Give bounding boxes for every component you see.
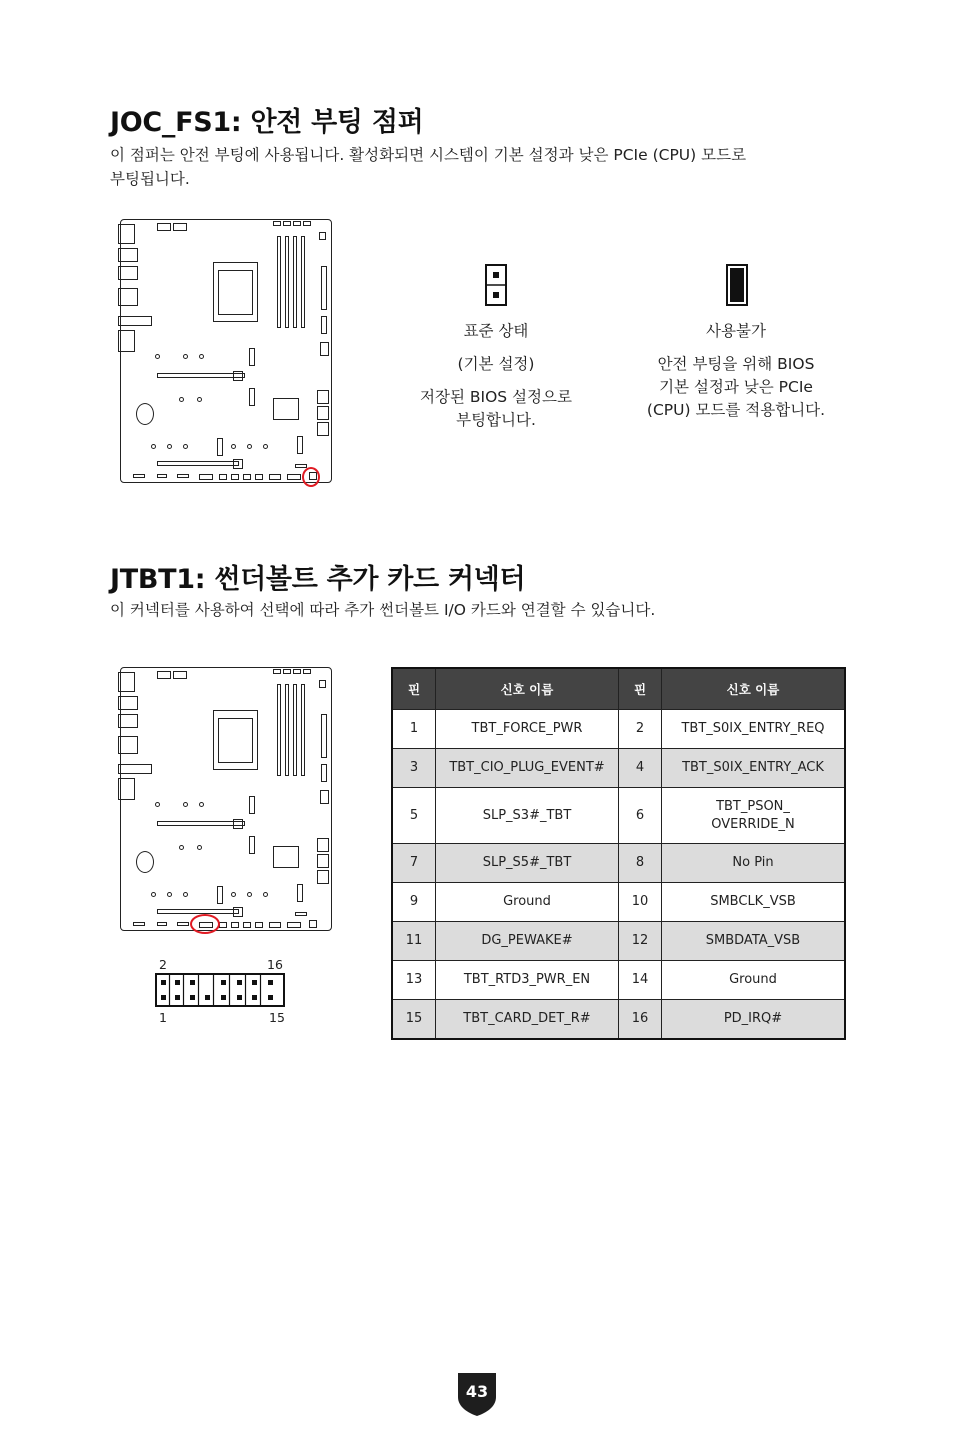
pin-number-cell: 13	[392, 961, 436, 1000]
table-body	[392, 710, 845, 1040]
section2-description: 이 커넥터를 사용하여 선택에 따라 추가 썬더볼트 I/O 카드와 연결할 수 있습니다.	[110, 601, 656, 619]
signal-name-cell: TBT_S0IX_ENTRY_ACK	[662, 749, 846, 788]
table-row	[392, 883, 845, 922]
table-row	[392, 1000, 845, 1040]
header-pin-2: 핀	[619, 668, 662, 710]
header-signal-2: 신호 이름	[662, 668, 846, 710]
pin-number-cell: 1	[392, 710, 436, 749]
jumper-normal-label: 표준 상태	[463, 322, 529, 340]
jtbt1-location-marker	[190, 914, 220, 934]
jumper-enabled-caption	[626, 320, 846, 422]
signal-name-cell: Ground	[662, 961, 846, 1000]
section1-title: JOC_FS1: 안전 부팅 점퍼	[110, 107, 424, 138]
pin-number-cell: 3	[392, 749, 436, 788]
table-header-row	[392, 668, 845, 710]
jumper-enabled-desc1: 안전 부팅을 위해 BIOS	[657, 355, 815, 373]
table-row	[392, 922, 845, 961]
pin-number-cell: 7	[392, 844, 436, 883]
table-row	[392, 788, 845, 844]
jumper-closed-icon	[726, 264, 748, 306]
page-number: 43	[465, 1382, 489, 1401]
signal-name-cell: TBT_FORCE_PWR	[436, 710, 619, 749]
signal-name-cell: SLP_S5#_TBT	[436, 844, 619, 883]
signal-name-cell: Ground	[436, 883, 619, 922]
connector-label-bottom-right: 15	[269, 1010, 285, 1025]
jtbt1-pin-table	[391, 667, 846, 1040]
signal-name-cell: SMBCLK_VSB	[662, 883, 846, 922]
connector-label-top-left: 2	[159, 957, 167, 972]
table-row	[392, 844, 845, 883]
joc-fs1-location-marker	[302, 467, 320, 487]
jumper-normal-sub: (기본 설정)	[457, 355, 535, 373]
signal-name-cell: PD_IRQ#	[662, 1000, 846, 1040]
signal-name-cell: DG_PEWAKE#	[436, 922, 619, 961]
signal-name-cell: No Pin	[662, 844, 846, 883]
jumper-enabled-desc3: (CPU) 모드를 적용합니다.	[646, 401, 826, 419]
header-signal-1: 신호 이름	[436, 668, 619, 710]
connector-label-top-right: 16	[267, 957, 283, 972]
pin-number-cell: 15	[392, 1000, 436, 1040]
motherboard-diagram-1	[120, 219, 332, 483]
pin-number-cell: 10	[619, 883, 662, 922]
signal-name-cell: TBT_S0IX_ENTRY_REQ	[662, 710, 846, 749]
jtbt1-connector-pinout-icon	[155, 973, 285, 1007]
section1-description	[110, 143, 870, 191]
jumper-normal-desc1: 저장된 BIOS 설정으로	[420, 388, 572, 406]
signal-name-cell: TBT_RTD3_PWR_EN	[436, 961, 619, 1000]
table-row	[392, 749, 845, 788]
connector-label-bottom-left: 1	[159, 1010, 167, 1025]
section1-desc-line1: 이 점퍼는 안전 부팅에 사용됩니다. 활성화되면 시스템이 기본 설정과 낮은 PCIe (CPU) 모드로	[110, 146, 747, 164]
section1-desc-line2: 부팅됩니다.	[110, 170, 190, 188]
jumper-normal-desc2: 부팅합니다.	[456, 411, 536, 429]
pin-number-cell: 5	[392, 788, 436, 844]
signal-name-cell: TBT_PSON_ OVERRIDE_N	[662, 788, 846, 844]
motherboard-diagram-2	[120, 667, 332, 931]
signal-name-cell: TBT_CARD_DET_R#	[436, 1000, 619, 1040]
pin-number-cell: 8	[619, 844, 662, 883]
header-pin-1: 핀	[392, 668, 436, 710]
pin-number-cell: 12	[619, 922, 662, 961]
jumper-open-icon	[485, 264, 507, 306]
table-row	[392, 961, 845, 1000]
table-row	[392, 710, 845, 749]
pin-number-cell: 2	[619, 710, 662, 749]
jumper-normal-caption	[396, 320, 596, 432]
pin-number-cell: 16	[619, 1000, 662, 1040]
section2-title: JTBT1: 썬더볼트 추가 카드 커넥터	[110, 564, 526, 595]
signal-name-cell: SLP_S3#_TBT	[436, 788, 619, 844]
jumper-enabled-desc2: 기본 설정과 낮은 PCIe	[659, 378, 813, 396]
pin-number-cell: 6	[619, 788, 662, 844]
pin-number-cell: 11	[392, 922, 436, 961]
signal-name-cell: TBT_CIO_PLUG_EVENT#	[436, 749, 619, 788]
jumper-enabled-label: 사용불가	[706, 322, 766, 340]
pin-number-cell: 9	[392, 883, 436, 922]
pin-number-cell: 4	[619, 749, 662, 788]
signal-name-cell: SMBDATA_VSB	[662, 922, 846, 961]
pin-number-cell: 14	[619, 961, 662, 1000]
